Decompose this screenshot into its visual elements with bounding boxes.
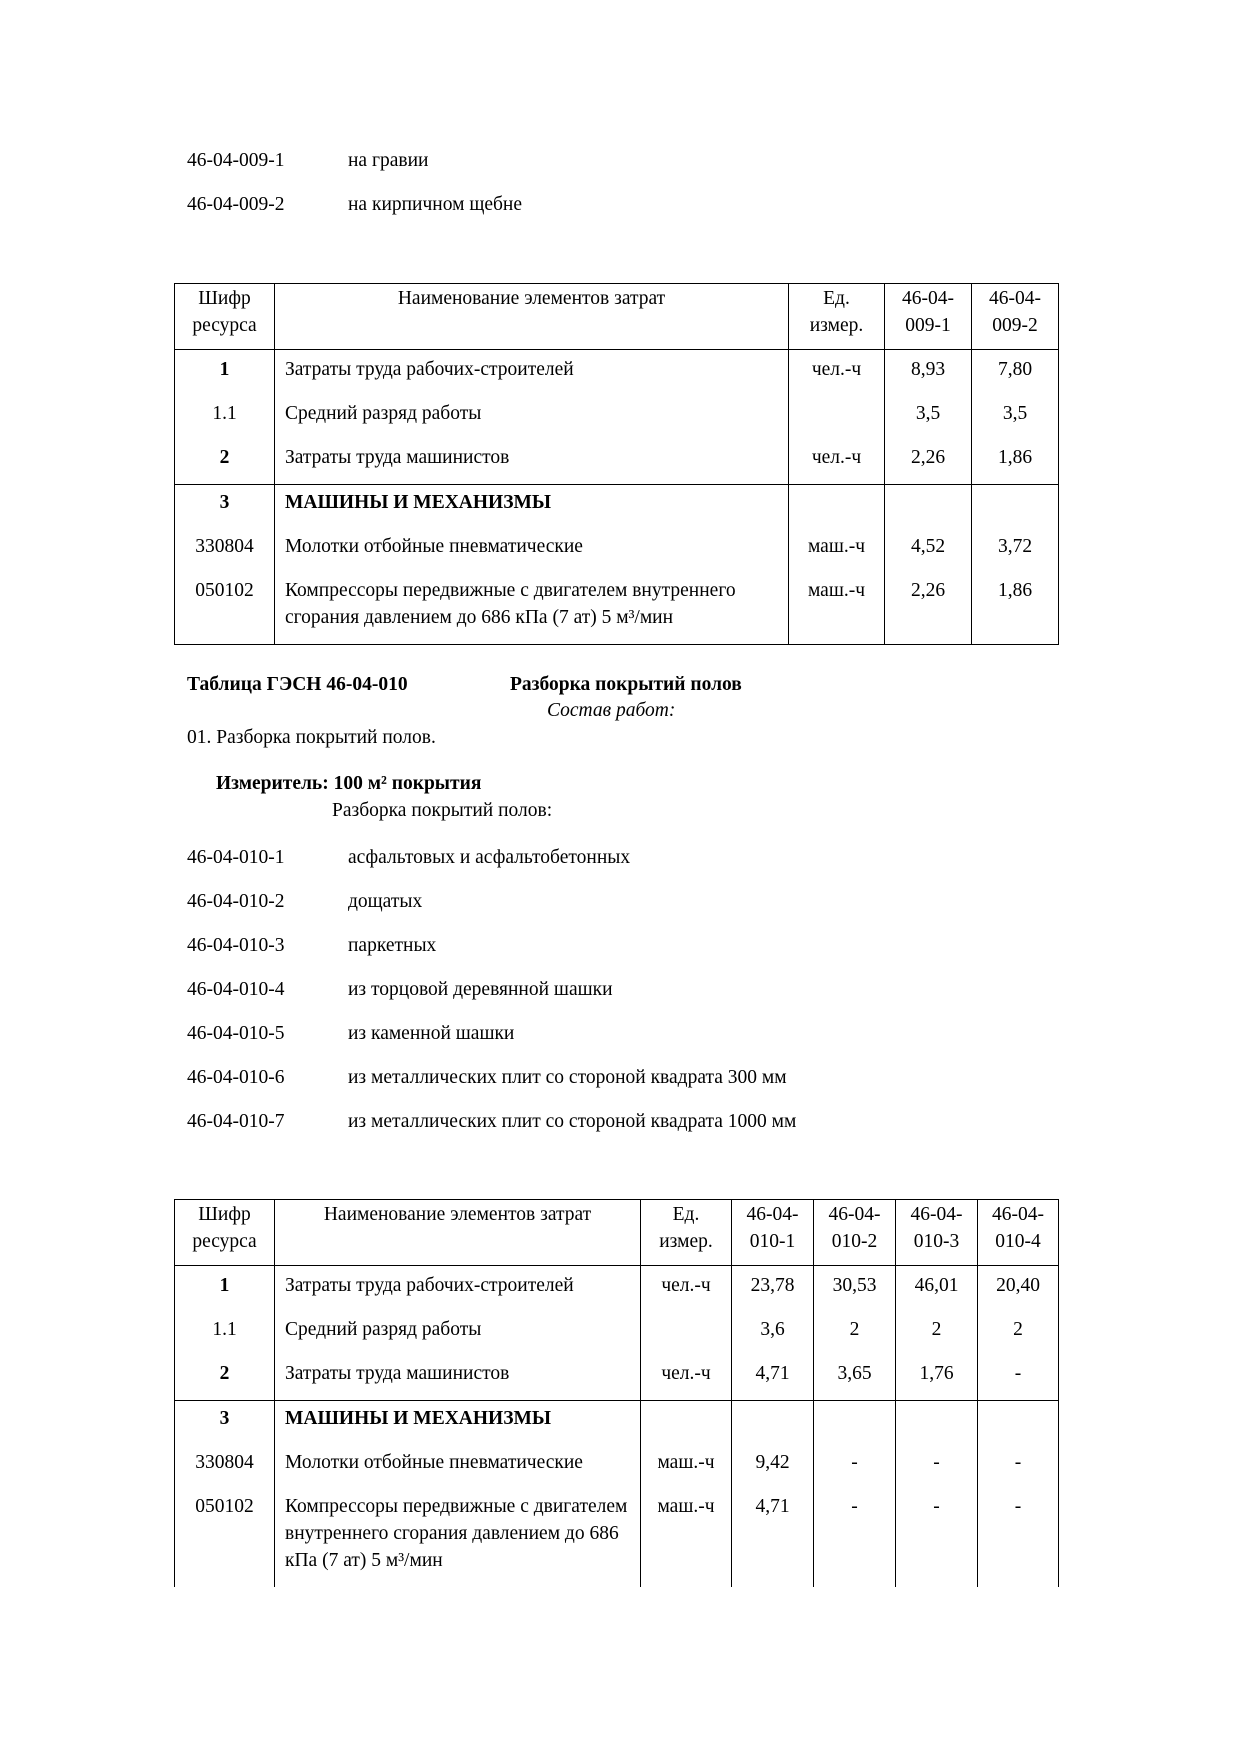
unit-cell: маш.-ч	[789, 573, 885, 645]
value-cell: 2	[978, 1312, 1059, 1356]
table-header-row	[175, 284, 1059, 350]
header-cell: 46-04-010-1	[732, 1200, 814, 1266]
name-cell: Компрессоры передвижные с двигателем внутреннего сгорания давлением до 686 кПа (7 ат) 5 м³/мин	[275, 573, 789, 645]
value-cell: 46,01	[896, 1266, 978, 1313]
resource-table-010	[174, 1199, 1059, 1587]
header-cell: Шифр ресурса	[175, 284, 275, 350]
list-item-code: 46-04-009-1	[187, 150, 285, 171]
code-cell: 3	[175, 1401, 275, 1446]
value-cell: -	[896, 1489, 978, 1587]
list-item-name: паркетных	[348, 935, 437, 956]
value-cell	[978, 1401, 1059, 1446]
header-cell: 46-04-009-2	[972, 284, 1059, 350]
list-item-name: из металлических плит со стороной квадрата 1000 мм	[348, 1111, 797, 1132]
unit-cell: чел.-ч	[789, 440, 885, 485]
code-cell: 1	[175, 350, 275, 397]
list-item-name: на гравии	[348, 150, 429, 171]
name-cell: Молотки отбойные пневматические	[275, 1445, 641, 1489]
name-cell: Средний разряд работы	[275, 396, 789, 440]
code-cell: 050102	[175, 573, 275, 645]
value-cell: 2	[814, 1312, 896, 1356]
value-cell	[972, 485, 1059, 530]
table-row	[175, 1312, 1059, 1356]
unit-cell: чел.-ч	[641, 1356, 732, 1401]
unit-cell	[789, 396, 885, 440]
list-item-name: асфальтовых и асфальтобетонных	[348, 847, 631, 868]
unit-cell	[789, 485, 885, 530]
table-row	[175, 1445, 1059, 1489]
table-row	[175, 1266, 1059, 1313]
list-item-code: 46-04-009-2	[187, 194, 285, 215]
code-cell: 3	[175, 485, 275, 530]
work-item: 01. Разборка покрытий полов.	[187, 727, 436, 748]
header-cell: Шифр ресурса	[175, 1200, 275, 1266]
list-item-code: 46-04-010-4	[187, 979, 285, 1000]
table-row	[175, 1401, 1059, 1446]
unit-cell: маш.-ч	[641, 1445, 732, 1489]
value-cell: 4,71	[732, 1489, 814, 1587]
table-row	[175, 529, 1059, 573]
value-cell: 3,5	[972, 396, 1059, 440]
value-cell: -	[978, 1445, 1059, 1489]
list-item-name: дощатых	[348, 891, 423, 912]
value-cell: 1,86	[972, 573, 1059, 645]
value-cell: 3,72	[972, 529, 1059, 573]
value-cell: 3,6	[732, 1312, 814, 1356]
name-cell: Затраты труда машинистов	[275, 440, 789, 485]
table-row	[175, 485, 1059, 530]
list-item-code: 46-04-010-6	[187, 1067, 285, 1088]
value-cell: 8,93	[885, 350, 972, 397]
value-cell: 2,26	[885, 573, 972, 645]
value-cell: 2,26	[885, 440, 972, 485]
name-cell: Средний разряд работы	[275, 1312, 641, 1356]
table-row	[175, 396, 1059, 440]
meter-label: Измеритель: 100 м² покрытия	[216, 773, 482, 794]
code-cell: 1.1	[175, 396, 275, 440]
name-cell: МАШИНЫ И МЕХАНИЗМЫ	[275, 1401, 641, 1446]
unit-cell: чел.-ч	[789, 350, 885, 397]
value-cell: -	[814, 1489, 896, 1587]
header-cell: Ед. измер.	[789, 284, 885, 350]
list-item-name: на кирпичном щебне	[348, 194, 523, 215]
unit-cell: чел.-ч	[641, 1266, 732, 1313]
value-cell: 3,5	[885, 396, 972, 440]
unit-cell: маш.-ч	[641, 1489, 732, 1587]
list-item-code: 46-04-010-7	[187, 1111, 285, 1132]
code-cell: 1.1	[175, 1312, 275, 1356]
value-cell: 20,40	[978, 1266, 1059, 1313]
value-cell	[885, 485, 972, 530]
name-cell: Молотки отбойные пневматические	[275, 529, 789, 573]
list-item-code: 46-04-010-1	[187, 847, 285, 868]
name-cell: Затраты труда рабочих-строителей	[275, 1266, 641, 1313]
name-cell: МАШИНЫ И МЕХАНИЗМЫ	[275, 485, 789, 530]
table-header-row	[175, 1200, 1059, 1266]
header-cell: 46-04-010-2	[814, 1200, 896, 1266]
table-row	[175, 1489, 1059, 1587]
list-item-name: из каменной шашки	[348, 1023, 515, 1044]
value-cell: 23,78	[732, 1266, 814, 1313]
code-cell: 2	[175, 440, 275, 485]
value-cell: 4,52	[885, 529, 972, 573]
list-item-code: 46-04-010-5	[187, 1023, 285, 1044]
table-row	[175, 1356, 1059, 1401]
table-row	[175, 350, 1059, 397]
value-cell: 1,76	[896, 1356, 978, 1401]
header-cell: Наименование элементов затрат	[275, 1200, 641, 1266]
name-cell: Компрессоры передвижные с двигателем внутреннего сгорания давлением до 686 кПа (7 ат) 5 м³/мин	[275, 1489, 641, 1587]
code-cell: 330804	[175, 529, 275, 573]
list-subtitle: Разборка покрытий полов:	[332, 800, 553, 821]
name-cell: Затраты труда рабочих-строителей	[275, 350, 789, 397]
table-row	[175, 440, 1059, 485]
table-code-title: Таблица ГЭСН 46-04-010	[187, 674, 408, 695]
header-cell: Ед. измер.	[641, 1200, 732, 1266]
value-cell: 3,65	[814, 1356, 896, 1401]
value-cell: 9,42	[732, 1445, 814, 1489]
list-item-code: 46-04-010-2	[187, 891, 285, 912]
resource-table-009	[174, 283, 1059, 645]
list-item-name: из торцовой деревянной шашки	[348, 979, 613, 1000]
list-item-name: из металлических плит со стороной квадрата 300 мм	[348, 1067, 787, 1088]
unit-cell: маш.-ч	[789, 529, 885, 573]
section-title: Разборка покрытий полов	[510, 674, 742, 695]
value-cell	[814, 1401, 896, 1446]
header-cell: 46-04-009-1	[885, 284, 972, 350]
table-row	[175, 573, 1059, 645]
name-cell: Затраты труда машинистов	[275, 1356, 641, 1401]
value-cell: 1,86	[972, 440, 1059, 485]
value-cell: 30,53	[814, 1266, 896, 1313]
value-cell: 2	[896, 1312, 978, 1356]
code-cell: 2	[175, 1356, 275, 1401]
value-cell: -	[896, 1445, 978, 1489]
header-cell: 46-04-010-4	[978, 1200, 1059, 1266]
value-cell	[732, 1401, 814, 1446]
value-cell	[896, 1401, 978, 1446]
composition-label: Состав работ:	[547, 700, 676, 721]
value-cell: 7,80	[972, 350, 1059, 397]
unit-cell	[641, 1312, 732, 1356]
unit-cell	[641, 1401, 732, 1446]
header-cell: 46-04-010-3	[896, 1200, 978, 1266]
value-cell: -	[978, 1489, 1059, 1587]
code-cell: 330804	[175, 1445, 275, 1489]
code-cell: 050102	[175, 1489, 275, 1587]
value-cell: -	[814, 1445, 896, 1489]
header-cell: Наименование элементов затрат	[275, 284, 789, 350]
code-cell: 1	[175, 1266, 275, 1313]
list-item-code: 46-04-010-3	[187, 935, 285, 956]
value-cell: -	[978, 1356, 1059, 1401]
value-cell: 4,71	[732, 1356, 814, 1401]
